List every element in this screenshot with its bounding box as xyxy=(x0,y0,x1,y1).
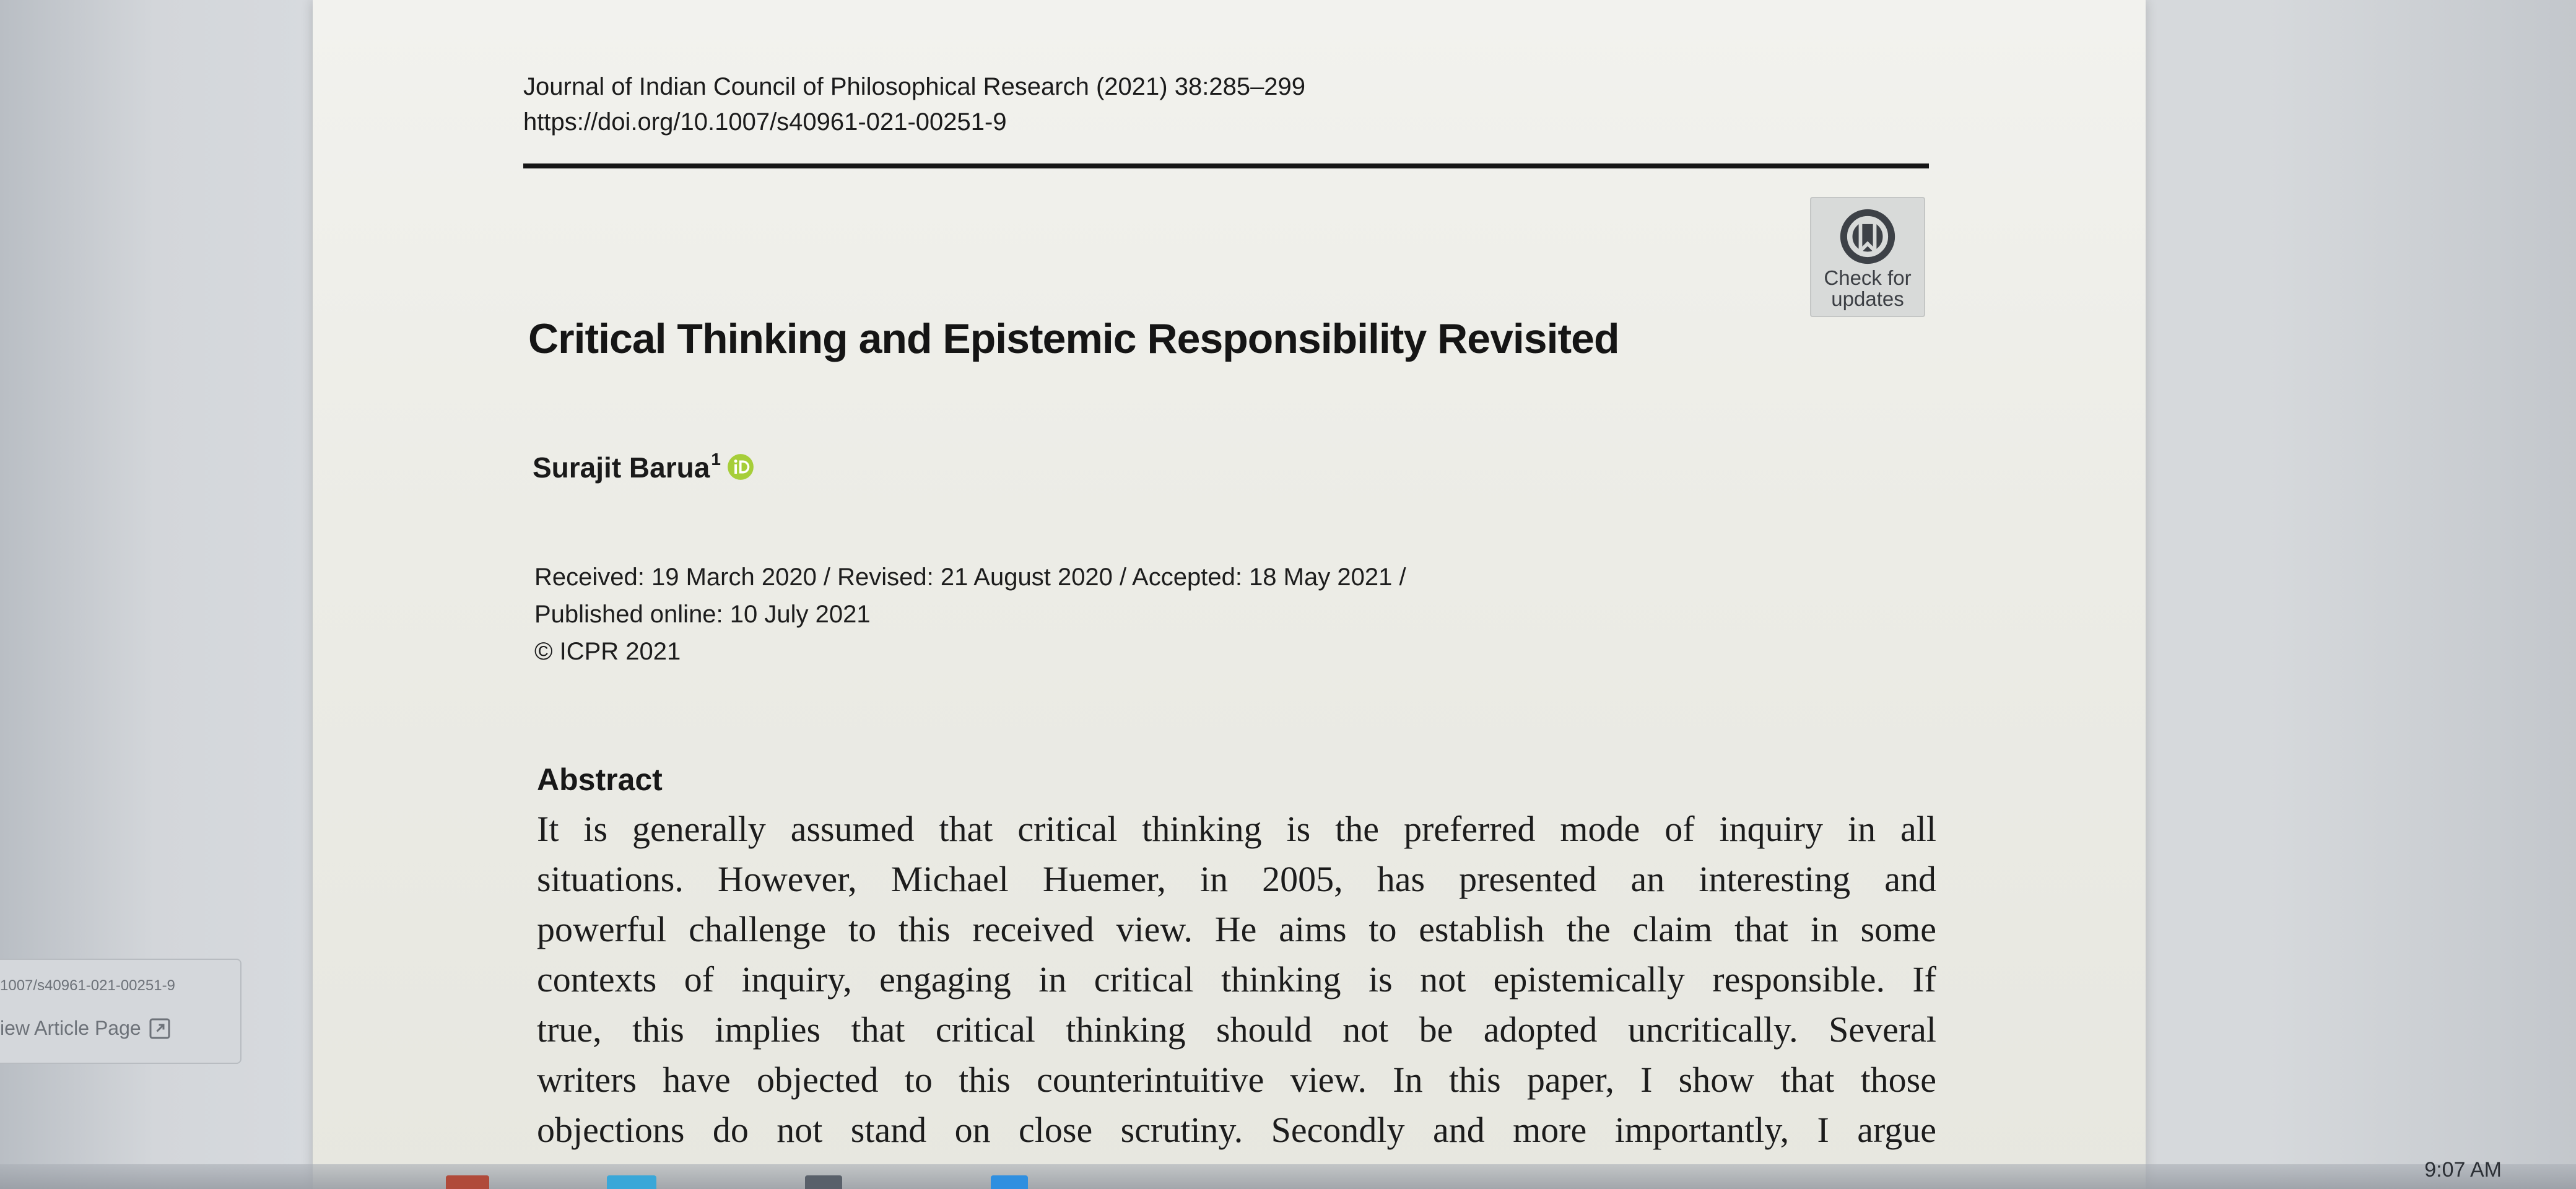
article-side-widget xyxy=(0,959,242,1064)
crossmark-icon xyxy=(1838,207,1897,266)
taskbar-app-icon[interactable] xyxy=(607,1175,656,1189)
dates-published-online: Published online: 10 July 2021 xyxy=(534,601,871,628)
affiliation-mark: 1 xyxy=(711,450,721,469)
abstract-text xyxy=(537,804,1936,1155)
header-divider xyxy=(523,163,1929,168)
abstract-line: objections do not stand on close scrutiny. Secondly and more importantly, I argue xyxy=(537,1110,1936,1150)
taskbar-clock[interactable]: 9:07 AM xyxy=(2424,1158,2502,1182)
check-for-updates-badge[interactable] xyxy=(1810,197,1925,317)
check-for-updates-line1: Check for xyxy=(1824,266,1912,289)
view-article-page-link[interactable] xyxy=(0,1017,171,1040)
check-for-updates-line2: updates xyxy=(1831,287,1904,310)
check-for-updates-label xyxy=(1811,268,1924,310)
abstract-line: true, this implies that critical thinking should not be adopted uncritically. Several xyxy=(537,1009,1936,1050)
document-page xyxy=(313,0,2146,1189)
publication-dates xyxy=(534,559,1406,670)
external-link-icon xyxy=(149,1017,171,1040)
journal-citation: Journal of Indian Council of Philosophical Research (2021) 38:285–299 xyxy=(523,73,1306,100)
abstract-heading: Abstract xyxy=(537,762,663,797)
doi-link[interactable]: https://doi.org/10.1007/s40961-021-00251-9 xyxy=(523,108,1007,136)
abstract-line: situations. However, Michael Huemer, in 2005, has presented an interesting and xyxy=(537,859,1936,899)
abstract-line: contexts of inquiry, engaging in critical thinking is not epistemically responsible. If xyxy=(537,959,1936,1000)
abstract-line: writers have objected to this counterintuitive view. In this paper, I show that those xyxy=(537,1060,1936,1100)
view-article-page-label: iew Article Page xyxy=(0,1017,141,1039)
taskbar-app-icon[interactable] xyxy=(446,1175,489,1189)
orcid-icon[interactable] xyxy=(727,453,754,481)
author-line xyxy=(533,451,754,484)
taskbar-app-icon[interactable] xyxy=(805,1175,842,1189)
author-name[interactable]: Surajit Barua xyxy=(533,451,710,484)
taskbar-app-icon[interactable] xyxy=(991,1175,1028,1189)
copyright-notice: © ICPR 2021 xyxy=(534,638,681,665)
dates-received-revised-accepted: Received: 19 March 2020 / Revised: 21 August 2020 / Accepted: 18 May 2021 / xyxy=(534,564,1406,591)
abstract-line: powerful challenge to this received view. He aims to establish the claim that in some xyxy=(537,909,1936,949)
side-doi-text: 1007/s40961-021-00251-9 xyxy=(0,977,175,994)
abstract-line: It is generally assumed that critical thinking is the preferred mode of inquiry in all xyxy=(537,809,1936,849)
article-title: Critical Thinking and Epistemic Responsibility Revisited xyxy=(528,315,1619,362)
taskbar xyxy=(0,1164,2576,1189)
